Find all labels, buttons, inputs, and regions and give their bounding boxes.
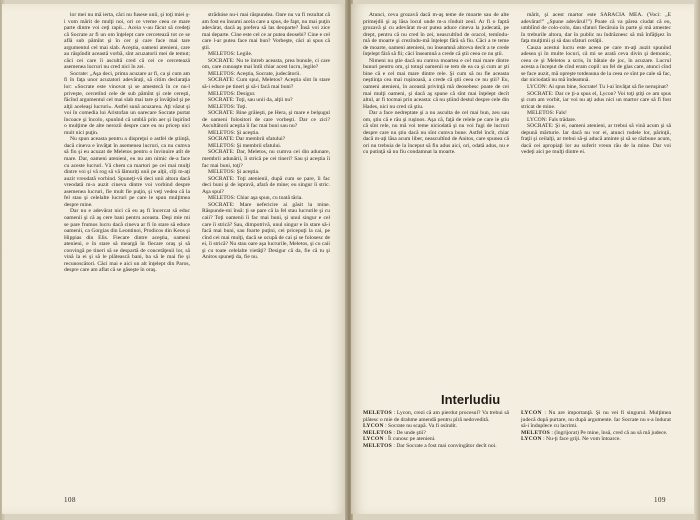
paragraph: MELETOS: Aceştia, Socrate, judecătorii.	[208, 70, 301, 77]
speaker: LYCON	[521, 436, 542, 443]
speaker: MELETOS	[363, 442, 392, 449]
section-title-interludiu: Interludiu	[441, 392, 501, 407]
line-text: Nu-ţi face griji. Ne vom întoarce.	[546, 436, 621, 443]
interlude-dialogue-column-2	[521, 410, 671, 443]
left-page	[2, 4, 347, 514]
paragraph: SOCRATE: Şi ei, oameni atenieni, ar trebui să vină acum şi să depună mărturie. Iar dacă nu vor ei, atunci rudele lor, părinţii, fraţii şi ceilalţi, ar trebui să-şi aducă aminte şi să se răzbune acum, dacă cei apropiaţi lor au suferit vreun rău de la mine. Dar voi vedeţi aici pe mulţi dintre ei.	[521, 123, 671, 156]
left-page-column-2	[202, 12, 330, 496]
right-page-column-1	[363, 12, 509, 388]
line-text: Lycon, crezi că am pierdut procesul? Va trebui să plătesc o mie de drahme amendă pentru pîră nedovedită.	[363, 410, 509, 423]
paragraph: MELETOS: Şi membrii sfatului.	[208, 142, 282, 149]
right-page-column-2	[521, 12, 671, 388]
paragraph: Dar nu e adevărat nici că eu aş fi încercat să educ oamenii şi că aş cere bani pentru aceasta. Deşi mie mi se pare frumos lucru dacă cineva ar fi în stare să educe oamenii, ca Gorgias din Leontinoi, Prodicos din Keos şi Hippias din Elis. Fiecare dintre aceştia, oameni atenieni, e în stare să meargă în fiecare oraş şi să convingă pe tineri să se despartă de concetăţenii lor, să vină la ei şi să le plătească bani, ba să le mai fie şi recunoscători. Căci mai e aici un alt înţelept din Paros, despre care am aflat că se găseşte în oraş.	[64, 208, 190, 274]
dialogue-line: LYCON : Nu-ţi face griji. Ne vom întoarce.	[521, 436, 621, 443]
paragraph: MELETOS: Toţi.	[208, 103, 247, 110]
paragraph: MELETOS: Legile.	[208, 51, 253, 58]
paragraph: SOCRATE: Dar, Meletos, nu cumva cei din adunare, membrii adunării, îi strică pe cei tineri? Sau şi aceştia îi fac mai buni, toţi?	[202, 149, 330, 169]
dialogue-line: LYCON : Îi cunosc pe atenieni.	[363, 436, 436, 443]
paragraph: MELETOS: Fals!	[527, 110, 567, 117]
speaker: LYCON	[363, 423, 384, 430]
dialogue-line: LYCON : Nu are importanţă. Şi nu vei fi singurul. Mulţimea judecă după purtare, nu după argumente. Iar Socrate nu s-a îndurat să-i înduplece cu lacrimi.	[521, 410, 671, 430]
right-page	[351, 4, 696, 514]
line-text: Îi cunosc pe atenieni.	[388, 436, 436, 443]
dialogue-line: MELETOS : De unde ştii?	[363, 429, 426, 436]
paragraph: Nimeni nu ştie dacă nu cumva moartea e cel mai mare dintre bunuri pentru om, şi totuşi oamenii se tem de ea ca şi cum ar şti bine că e cel mai mare dintre rele. Şi cum să nu fie aceasta neştiinţa cea mai ruşinoasă, a crede că ştii ceea ce nu ştii? Eu, oameni atenieni, în această privinţă mă deosebesc poate de cei mai mulţi oameni, şi dacă aş spune că sînt mai înţelept decît altul, ar fi tocmai prin aceasta: că nu ştiind destul despre cele din Hades, nici nu cred că ştiu.	[363, 57, 509, 110]
interlude-dialogue-column-1	[363, 410, 509, 449]
dialogue-line: MELETOS : Lycon, crezi că am pierdut procesul? Va trebui să plătesc o mie de drahme amendă pentru pîră nedovedită.	[363, 410, 509, 423]
paragraph: SOCRATE: Cum spui, Meletos? Aceştia sînt în stare să-i educe pe tineri şi să-i facă mai buni?	[202, 77, 330, 91]
paragraph: lor mei nu mă ierta, căci nu fusese unii, şi toţi miei ş-i vom mărit de mulţi noi, ori ce vreme ceea ce mare parte dintre voi ceţi rapii... Aceia v-au făcut să credeţi că Socrate ar fi un om înţelept care cercetează tot ce se află sub pămînt şi în cer şi care face mai tare argumentul cel mai slab. Aceştia, oameni atenieni, care au răspîndit această vorbă, sînt acuzatorii mei de temut; căci cei care îi ascultă cred că cei ce cercetează asemenea lucruri nu cred nici în zei.	[64, 12, 190, 71]
paragraph: Nu spun aceasta pentru a dispreţui o astfel de ştiinţă, dacă cineva e învăţat în asemenea lucruri, ca nu cumva să fiu şi eu acuzat de Meletos pentru o învinuire atît de mare. Dar, oameni atenieni, eu nu am nimic de-a face cu aceste lucruri. Vă chem ca martori pe cei mai mulţi dintre voi şi vă rog să vă lămuriţi unii pe alţii, cîţi m-aţi auzit vreodată vorbind. Spuneţi-vă deci unii altora dacă vreodată m-a auzit cineva dintre voi vorbind despre asemenea lucruri, fie mult fie puţin, şi veţi vedea că la fel stau şi celelalte lucruri pe care le spun mulţimea despre mine.	[64, 136, 190, 208]
line-text: De unde ştii?	[396, 429, 426, 436]
paragraph: LYCON: Ai spus bine, Socrate! Tu l-ai învăţat să fie neruşinat?	[527, 84, 669, 91]
paragraph: Socrate: „Aşa deci, prima acuzare ar fi, ca şi cum am fi în faţa unor acuzatori adevăraţi, să citim declaraţia lor: «Socrate este vinovat şi se amestecă în ce nu-l priveşte, cercetînd cele de sub pămînt şi cele cereşti, făcînd argumentul cel mai slab mai tare şi învăţînd şi pe alţii aceleaşi lucruri». Astfel sună acuzarea. Aţi văzut şi voi în comedia lui Aristofan un oarecare Socrate purtat încoace şi încolo, spunînd că umblă prin aer şi înşirînd o mulţime de alte nerozii despre care eu nu pricep nici mult nici puţin.	[64, 70, 190, 136]
paragraph: MELETOS: Desigur.	[208, 90, 256, 97]
paragraph: Atunci, ceva grozavă dacă m-aş teme de moarte sau de alte primejdii şi aş lăsa locul unde m-a rînduit zeul. Ar fi o faptă grozavă şi cu adevărat m-ar putea aduce cineva la judecată, pe drept, pentru că nu cred în zei, neascultînd de oracol, temîndu-mă de moarte şi crezîndu-mă înţelept fără să fiu. Căci a te teme de moarte, oameni atenieni, nu înseamnă altceva decît a te crede înţelept fără să fii; căci înseamnă a crede că ştii ceea ce nu ştii.	[363, 12, 509, 58]
page-number-right: 109	[654, 496, 666, 504]
speaker: MELETOS	[363, 410, 392, 416]
dialogue-line: MELETOS : Dar Socrate a fost mai convingător decît noi.	[363, 442, 497, 449]
page-number-left: 108	[64, 496, 76, 504]
line-text: Dar Socrate a fost mai convingător decît noi.	[396, 442, 497, 449]
line-text: Nu are importanţă. Şi nu vei fi singurul. Mulţimea judecă după purtare, nu după argumente. Iar Socrate nu s-a îndurat să-i înduplece cu lacrimi.	[521, 410, 671, 430]
paragraph: străduise nu-i mai răspundea. Oare nu va fi rezultat că am fost eu însumi acela care a spus, de fapt, nu mai puţin adevărat, dacă aş prefera să las deoparte? Însă voi zice mai departe. Cine este cel ce ar putea deosebi? Cine e cel care l-ar putea face mai bun? Vorbeşte, căci ai spus că ştii.	[202, 12, 330, 51]
paragraph: SOCRATE: Toţi atenienii, după cum se pare, îi fac deci buni şi de ispravă, afară de mine; eu singur îi stric. Aşa spui?	[202, 175, 330, 195]
paragraph: MELETOS: Şi aceştia.	[208, 129, 260, 136]
paragraph: MELETOS: Chiar aşa spun, cu toată tăria.	[208, 195, 303, 202]
paragraph: SOCRATE: Bine grăieşti, pe Hera, şi mare e belşugul de oameni folositori de care vorbeşti. Dar ce zici? Ascultătorii aceştia îi fac mai buni sau nu?	[202, 110, 330, 130]
line-text: Socrate nu scapă. Va fi osîndit.	[388, 423, 458, 430]
speaker: LYCON	[521, 410, 542, 416]
paragraph: Dar a face nedreptate şi a nu asculta de cel mai bun, zeu sau om, ştiu că e rău şi ruşinos. Aşa că, faţă de relele pe care le ştiu că sînt rele, nu mă voi teme niciodată şi nu voi fugi de lucruri despre care nu ştiu dacă nu sînt cumva bune. Astfel încît, chiar dacă m-aţi lăsa acum liber, neascultînd de Anitos, care spunea că ori nu trebuia de la început să fiu adus aici, ori, odată adus, nu e cu putinţă să nu fiu condamnat la moarte.	[363, 110, 509, 156]
paragraph: mărit, şi acest martor este SARACIA MEA. (Voci: „E adevărat!” „Spune adevărul!”) Poate că va părea ciudat că eu, umblînd de colo-colo, dau sfaturi fiecăruia în parte şi mă amestec în treburile altora, dar în public nu îndrăznesc să mă înfăţişez în faţa mulţimii şi să dau sfaturi cetăţii.	[521, 12, 671, 45]
dialogue-line: LYCON : Socrate nu scapă. Va fi osîndit.	[363, 423, 458, 430]
paragraph: MELETOS: Şi aceştia.	[208, 169, 260, 176]
line-text: (îngrijorat) Pe mine, însă, cred că au să mă judece.	[554, 429, 668, 436]
book-edge-right	[694, 0, 700, 520]
paragraph: Cauza acestui lucru este aceea pe care m-aţi auzit spunînd adesea şi în multe locuri, că mi se arată ceva divin şi demonic, ceea ce şi Meletos a scris, în bătaie de joc, în acuzare. Lucrul acesta a început de cînd eram copil: un fel de glas care, atunci cînd se face auzit, mă opreşte totdeauna de la ceea ce sînt pe cale să fac, dar niciodată nu mă îndeamnă.	[521, 44, 671, 84]
left-page-column-1	[64, 12, 190, 496]
paragraph: SOCRATE: Nu te întreb aceasta, prea bunule, ci care om, care cunoaşte mai întîi chiar acest lucru, legile?	[202, 57, 330, 71]
paragraph: SOCRATE: Dar ce ţi-a spus el, Lycon? Voi toţi ştiţi ce am spus şi cum am vorbit, iar voi nu aţi adus nici un martor care să fi fost stricat de mine.	[521, 90, 671, 110]
paragraph: SOCRATE: Mare nefericire ai găsit la mine. Răspunde-mi însă: ţi se pare că la fel stau lucrurile şi cu caii? Toţi oamenii îi fac mai buni, şi unul singur e cel care îi strică? Sau, dimpotrivă, unul singur e în stare să-i facă mai buni, sau foarte puţini, cei pricepuţi la cai, pe cînd cei mai mulţi, dacă se ocupă de cai şi se folosesc de ei, îi strică? Nu stau oare aşa lucrurile, Meletos, şi cu caii şi cu toate celelalte vietăţi? Desigur că da, fie că tu şi Anitos spuneţi da, fie nu.	[202, 201, 330, 261]
paragraph: SOCRATE: Toţi, sau unii da, alţii nu?	[208, 97, 293, 104]
speaker: MELETOS	[363, 429, 392, 436]
speaker: LYCON	[363, 436, 384, 443]
speaker: MELETOS	[521, 429, 550, 436]
dialogue-line: MELETOS : (îngrijorat) Pe mine, însă, cred că au să mă judece.	[521, 429, 668, 436]
paragraph: SOCRATE: Dar membrii sfatului?	[208, 136, 286, 143]
paragraph: LYCON: Fals trădare.	[527, 116, 577, 123]
